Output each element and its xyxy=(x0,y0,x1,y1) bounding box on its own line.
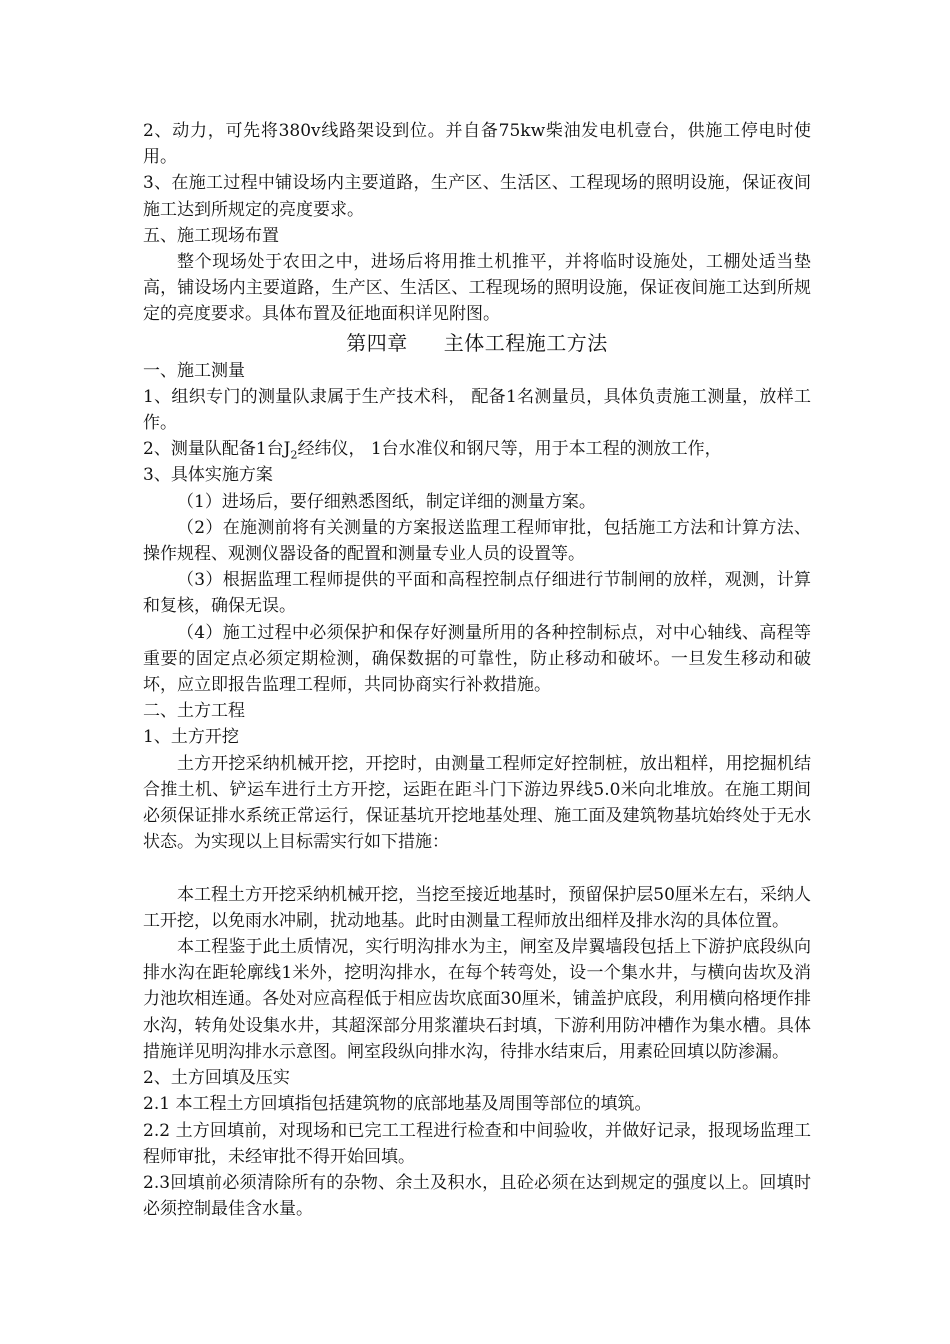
chapter-title xyxy=(143,328,811,358)
section-heading-survey: 一、施工测量 xyxy=(143,360,245,381)
paragraph-power: 2、动力，可先将380v线路架设到位。并自备75kw柴油发电机壹台，供施工停电时使用。 xyxy=(143,121,811,168)
chapter-number: 第四章 xyxy=(346,330,408,355)
paragraph-excavation-method: 土方开挖采纳机械开挖，开挖时，由测量工程师定好控制桩，放出粗样，用挖掘机结合推土机、铲运车进行土方开挖，运距在距斗门下游边界线5.0米向北堆放。在施工期间必须保证排水系统正常运行，保证基坑开挖地基处理、施工面及建筑物基坑始终处于无水状态。为实现以上目标需实行如下措施： xyxy=(143,753,811,853)
paragraph-step-4: （4）施工过程中必须保护和保存好测量所用的各种控制标点，对中心轴线、高程等重要的固定点必须定期检测，确保数据的可靠性，防止移动和破坏。一旦发生移动和破坏，应立即报告监理工程师，共同协商实行补救措施。 xyxy=(143,622,811,696)
paragraph-site-layout: 整个现场处于农田之中，进场后将用推土机推平，并将临时设施处，工棚处适当垫高，铺设场内主要道路，生产区、生活区、工程现场的照明设施，保证夜间施工达到所规定的亮度要求。具体布置及征地面积详见附图。 xyxy=(143,252,811,325)
blank-line xyxy=(143,855,811,881)
text-fragment: 2、测量队配备1台J xyxy=(143,439,291,460)
section-heading-earthwork: 二、土方工程 xyxy=(143,701,245,722)
paragraph-step-2: （2）在施测前将有关测量的方案报送监理工程师审批，包括施工方法和计算方法、操作规程、观测仪器设备的配置和测量专业人员的设置等。 xyxy=(143,517,811,565)
paragraph-protective-layer: 本工程土方开挖采纳机械开挖，当挖至接近地基时，预留保护层50厘米左右，采纳人工开挖，以免雨水冲刷，扰动地基。此时由测量工程师放出细样及排水沟的具体位置。 xyxy=(143,884,811,931)
subheading-backfill: 2、土方回填及压实 xyxy=(143,1068,290,1089)
paragraph-roads-lighting: 3、在施工过程中铺设场内主要道路，生产区、生活区、工程现场的照明设施，保证夜间施工达到所规定的亮度要求。 xyxy=(143,173,811,220)
chapter-name: 主体工程施工方法 xyxy=(443,330,608,355)
document-page xyxy=(143,118,811,1222)
paragraph-backfill-2-1: 2.1 本工程土方回填指包括建筑物的底部地基及周围等部位的填筑。 xyxy=(143,1094,652,1115)
paragraph-survey-team: 1、组织专门的测量队隶属于生产技术科， 配备1名测量员，具体负责施工测量，放样工作。 xyxy=(143,386,811,434)
paragraph-backfill-2-2: 2.2 土方回填前，对现场和已完工工程进行检查和中间验收，并做好记录，报现场监理工程师审批，未经审批不得开始回填。 xyxy=(143,1120,811,1167)
paragraph-step-3: （3）根据监理工程师提供的平面和高程控制点仔细进行节制闸的放样，观测，计算和复核，确保无误。 xyxy=(143,570,811,617)
paragraph-step-1: （1）进场后，要仔细熟悉图纸，制定详细的测量方案。 xyxy=(177,491,596,512)
paragraph-survey-equipment xyxy=(143,436,811,462)
section-heading-site-layout: 五、施工现场布置 xyxy=(143,225,279,246)
text-fragment: 经纬仪， 1台水准仪和钢尺等，用于本工程的测放工作， xyxy=(297,439,722,460)
subscript: 2 xyxy=(290,448,298,462)
subheading-excavation: 1、土方开挖 xyxy=(143,727,239,748)
subheading-implementation: 3、具体实施方案 xyxy=(143,465,273,486)
paragraph-backfill-2-3: 2.3回填前必须清除所有的杂物、余土及积水，且砼必须在达到规定的强度以上。回填时必须控制最佳含水量。 xyxy=(143,1172,811,1220)
paragraph-drainage: 本工程鉴于此土质情况，实行明沟排水为主，闸室及岸翼墙段包括上下游护底段纵向排水沟在距轮廓线1米外，挖明沟排水，在每个转弯处，设一个集水井，与横向齿坎及消力池坎相连通。各处对应高程低于相应齿坎底面30厘米，铺盖护底段，利用横向格埂作排水沟，转角处设集水井，其超深部分用浆灌块石封填，下游利用防冲槽作为集水槽。具体措施详见明沟排水示意图。闸室段纵向排水沟，待排水结束后，用素砼回填以防渗漏。 xyxy=(143,937,811,1062)
